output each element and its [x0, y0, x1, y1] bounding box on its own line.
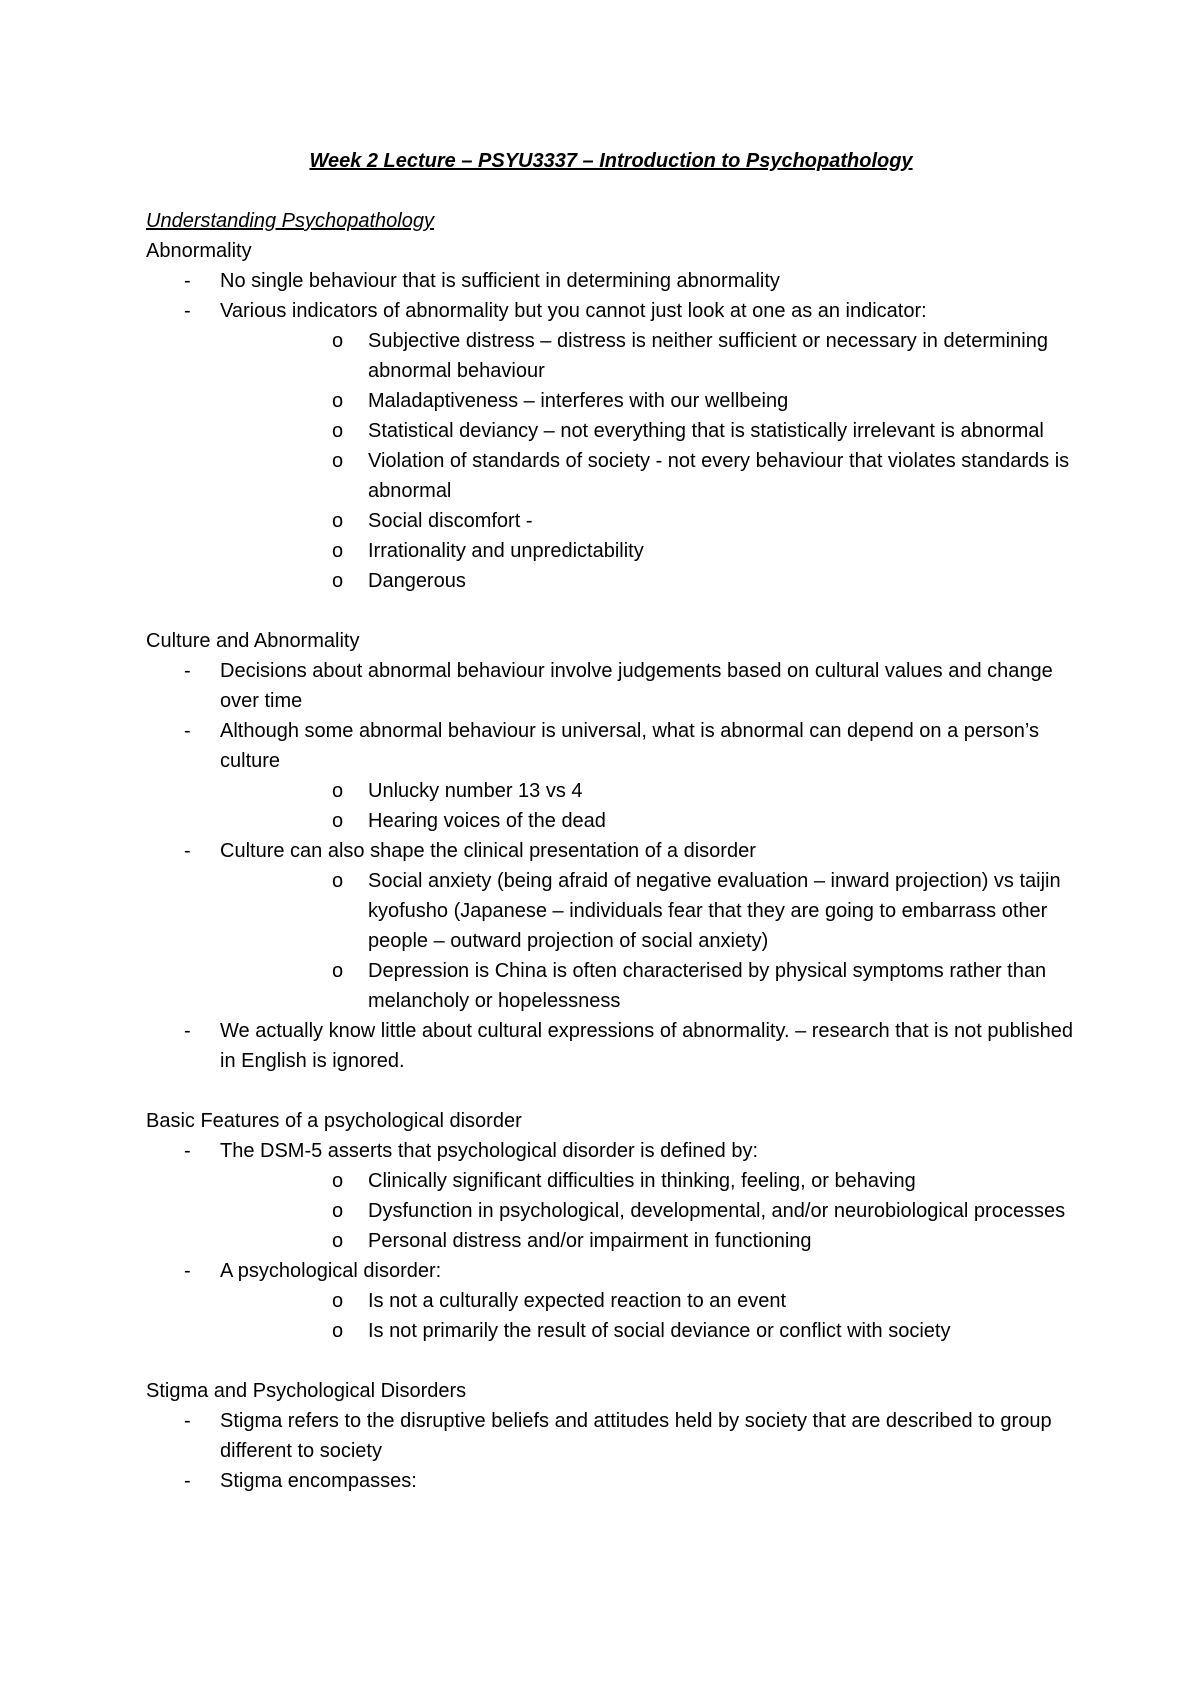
list-item-text: A psychological disorder: — [220, 1260, 442, 1282]
list-item-text: Although some abnormal behaviour is universal, what is abnormal can depend on a person’s culture — [220, 720, 1040, 772]
document-content — [146, 146, 1076, 1496]
section-heading: Culture and Abnormality — [146, 630, 360, 652]
circle-bullet-icon: o — [332, 570, 344, 592]
sub-list-item-text: Social discomfort - — [368, 510, 533, 532]
sub-list-item — [294, 776, 1076, 806]
list-item — [146, 836, 1076, 866]
sub-list-item — [294, 866, 1076, 956]
list-item — [146, 1136, 1076, 1166]
sub-list-item — [294, 386, 1076, 416]
sub-list-item — [294, 806, 1076, 836]
section-heading: Abnormality — [146, 240, 252, 262]
sub-list-item-text: Social anxiety (being afraid of negative evaluation – inward projection) vs taijin kyofusho (Japanese – individuals fear that they are going to embarrass other people – outward projection of social anxiety) — [368, 870, 1061, 952]
list-item-text: We actually know little about cultural expressions of abnormality. – research that is not published in English is ignored. — [220, 1020, 1074, 1072]
dash-bullet-icon: - — [184, 270, 191, 292]
sub-list-item — [294, 416, 1076, 446]
dash-bullet-icon: - — [184, 1140, 191, 1162]
section-spacer — [146, 596, 1076, 626]
sub-list-item-text: Is not a culturally expected reaction to an event — [368, 1290, 787, 1312]
dash-bullet-icon: - — [184, 1020, 191, 1042]
sub-list-item — [294, 1286, 1076, 1316]
list-item-text: Stigma refers to the disruptive beliefs and attitudes held by society that are described to group different to society — [220, 1410, 1052, 1462]
sub-list-item-text: Depression is China is often characterised by physical symptoms rather than melancholy or hopelessness — [368, 960, 1047, 1012]
dash-bullet-icon: - — [184, 840, 191, 862]
dash-bullet-icon: - — [184, 300, 191, 322]
sub-list-item-text: Clinically significant difficulties in thinking, feeling, or behaving — [368, 1170, 916, 1192]
sub-list-item-text: Is not primarily the result of social deviance or conflict with society — [368, 1320, 951, 1342]
circle-bullet-icon: o — [332, 1230, 344, 1252]
sub-list-item — [294, 326, 1076, 386]
list-item — [146, 1466, 1076, 1496]
section-heading: Stigma and Psychological Disorders — [146, 1380, 467, 1402]
circle-bullet-icon: o — [332, 420, 344, 442]
sub-list-item-text: Statistical deviancy – not everything that is statistically irrelevant is abnormal — [368, 420, 1044, 442]
sub-list-item-text: Dangerous — [368, 570, 466, 592]
circle-bullet-icon: o — [332, 810, 344, 832]
sub-list-item-text: Violation of standards of society - not every behaviour that violates standards is abnormal — [368, 450, 1070, 502]
dash-bullet-icon: - — [184, 720, 191, 742]
sub-list-item-text: Unlucky number 13 vs 4 — [368, 780, 583, 802]
circle-bullet-icon: o — [332, 540, 344, 562]
list-item — [146, 716, 1076, 776]
dash-bullet-icon: - — [184, 1260, 191, 1282]
sublist-wrapper — [146, 1286, 1076, 1346]
sub-bullet-list — [220, 866, 1076, 1016]
sub-bullet-list — [220, 776, 1076, 836]
sub-list-item-text: Irrationality and unpredictability — [368, 540, 644, 562]
circle-bullet-icon: o — [332, 510, 344, 532]
sections-container — [146, 236, 1076, 1496]
sub-list-item-text: Personal distress and/or impairment in functioning — [368, 1230, 812, 1252]
list-item — [146, 1256, 1076, 1286]
sub-list-item — [294, 956, 1076, 1016]
dash-bullet-icon: - — [184, 1410, 191, 1432]
sub-list-item-text: Subjective distress – distress is neither sufficient or necessary in determining abnormal behaviour — [368, 330, 1048, 382]
circle-bullet-icon: o — [332, 960, 344, 982]
bullet-list — [146, 1406, 1076, 1496]
circle-bullet-icon: o — [332, 390, 344, 412]
sub-list-item — [294, 566, 1076, 596]
list-item-text: No single behaviour that is sufficient in determining abnormality — [220, 270, 780, 292]
sub-list-item — [294, 1166, 1076, 1196]
circle-bullet-icon: o — [332, 870, 344, 892]
sublist-wrapper — [146, 1166, 1076, 1256]
section-subheading: Understanding Psychopathology — [146, 210, 434, 232]
dash-bullet-icon: - — [184, 660, 191, 682]
sub-bullet-list — [220, 326, 1076, 596]
list-item — [146, 266, 1076, 296]
sub-list-item — [294, 536, 1076, 566]
section-spacer — [146, 1076, 1076, 1106]
sublist-wrapper — [146, 326, 1076, 596]
list-item — [146, 1016, 1076, 1076]
bullet-list — [146, 1136, 1076, 1346]
circle-bullet-icon: o — [332, 330, 344, 352]
circle-bullet-icon: o — [332, 1290, 344, 1312]
bullet-list — [146, 656, 1076, 1076]
sub-list-item — [294, 1316, 1076, 1346]
circle-bullet-icon: o — [332, 1320, 344, 1342]
circle-bullet-icon: o — [332, 450, 344, 472]
section-spacer — [146, 1346, 1076, 1376]
sub-list-item — [294, 446, 1076, 506]
circle-bullet-icon: o — [332, 780, 344, 802]
list-item-text: Stigma encompasses: — [220, 1470, 417, 1492]
sub-list-item-text: Dysfunction in psychological, developmental, and/or neurobiological processes — [368, 1200, 1066, 1222]
sub-list-item-text: Hearing voices of the dead — [368, 810, 606, 832]
sub-list-item-text: Maladaptiveness – interferes with our wellbeing — [368, 390, 789, 412]
sub-list-item — [294, 506, 1076, 536]
page-title: Week 2 Lecture – PSYU3337 – Introduction to Psychopathology — [309, 150, 913, 172]
circle-bullet-icon: o — [332, 1170, 344, 1192]
sub-list-item — [294, 1196, 1076, 1226]
list-item — [146, 1406, 1076, 1466]
list-item — [146, 296, 1076, 326]
sub-bullet-list — [220, 1166, 1076, 1256]
list-item-text: Decisions about abnormal behaviour involve judgements based on cultural values and change over time — [220, 660, 1053, 712]
list-item-text: Various indicators of abnormality but you cannot just look at one as an indicator: — [220, 300, 927, 322]
list-item — [146, 656, 1076, 716]
section-heading: Basic Features of a psychological disorder — [146, 1110, 522, 1132]
circle-bullet-icon: o — [332, 1200, 344, 1222]
bullet-list — [146, 266, 1076, 596]
list-item-text: Culture can also shape the clinical presentation of a disorder — [220, 840, 756, 862]
sub-bullet-list — [220, 1286, 1076, 1346]
sub-list-item — [294, 1226, 1076, 1256]
sublist-wrapper — [146, 776, 1076, 836]
dash-bullet-icon: - — [184, 1470, 191, 1492]
sublist-wrapper — [146, 866, 1076, 1016]
list-item-text: The DSM-5 asserts that psychological disorder is defined by: — [220, 1140, 759, 1162]
